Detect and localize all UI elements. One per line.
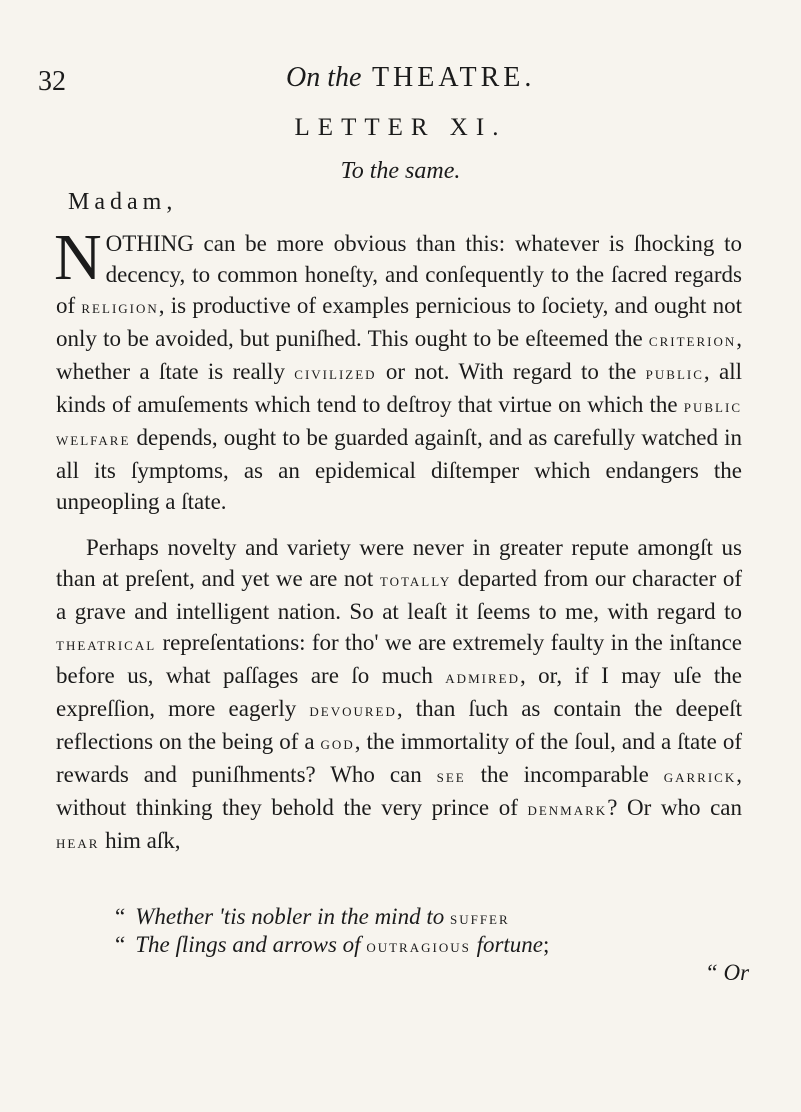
text-run: OTHING can be more obvious than this: whatever is ſhocking to decency, to common honeſty, and conſequently to the ſacred regards of [56,231,742,318]
text-run: , without thinking they behold the very prince of [56,762,742,820]
paragraph-2 [56,532,742,858]
small-caps-term: admired [445,667,520,687]
small-caps-term: outragious [366,936,471,956]
small-caps-term: civilized [294,363,377,383]
text-run: , than ſuch as contain the deepeſt reflections on the being of a [56,696,743,754]
small-caps-term: see [436,766,466,786]
text-run: , or, if I may uſe the expreſſion, more eagerly [56,663,742,721]
catchword: “ Or [705,960,750,985]
running-head [286,62,535,94]
quote-end: ; [543,932,550,957]
quotation-line-2 [115,932,801,958]
quotation-line-1 [115,904,801,930]
small-caps-term: public [645,363,704,383]
quote-italic: fortune [476,932,544,957]
letter-salutation: Madam, [68,189,178,215]
text-run: , the immortality of the ſoul, and a ſtate of rewards and puniſhments? Who can [56,729,742,787]
small-caps-term: garrick [663,766,737,786]
quote-italic: Whether 'tis nobler in the mind to [135,904,445,929]
small-caps-term: denmark [527,799,608,819]
text-run: repreſentations: for tho' we are extremely faulty in the inſtance before us, what paſſages are ſo much [56,630,742,688]
text-run: the incomparable [465,762,664,787]
small-caps-term: criterion [648,330,737,350]
text-run: , whether a ſtate is really [56,326,742,384]
letter-title: LETTER XI. [294,114,507,141]
text-run: Perhaps novelty and variety were never in greater repute amongſt us than at preſent, and yet we are not [56,535,742,591]
text-run: or not. With regard to the [376,359,646,384]
small-caps-term: devoured [309,700,397,720]
small-caps-term: religion [81,297,159,317]
drop-cap: N [54,221,102,294]
letter-addressee: To the same. [340,158,461,184]
paragraph-1 [54,221,742,517]
open-quote: “ [115,932,126,957]
text-run: , all kinds of amuſements which tend to deſtroy that virtue on which the [56,359,742,417]
small-caps-term: god [320,733,355,753]
text-run: ? Or who can [607,795,742,820]
text-run: departed from our character of a grave and intelligent nation. So at leaſt it ſeems to me, with regard to [56,566,743,624]
text-run: him aſk, [99,828,181,853]
page-number: 32 [38,66,66,97]
small-caps-term: theatrical [56,634,157,654]
running-head-word: THEATRE. [371,62,536,93]
text-run: depends, ought to be guarded againſt, and as carefully watched in all its ſymptoms, as an epidemical diſtemper which endangers the unpeopling a ſtate. [56,425,742,514]
small-caps-term: hear [56,832,100,852]
open-quote: “ [115,904,126,929]
page-header [38,60,761,100]
running-head-prefix: On the [286,62,362,93]
small-caps-term: public welfare [56,396,742,449]
small-caps-term: totally [379,570,452,590]
small-caps-term: suffer [449,908,510,928]
text-run: , is productive of examples pernicious to ſociety, and ought not only to be avoided, but puniſhed. This ought to be eſteemed the [56,293,742,351]
quote-italic: The ſlings and arrows of [135,932,361,957]
